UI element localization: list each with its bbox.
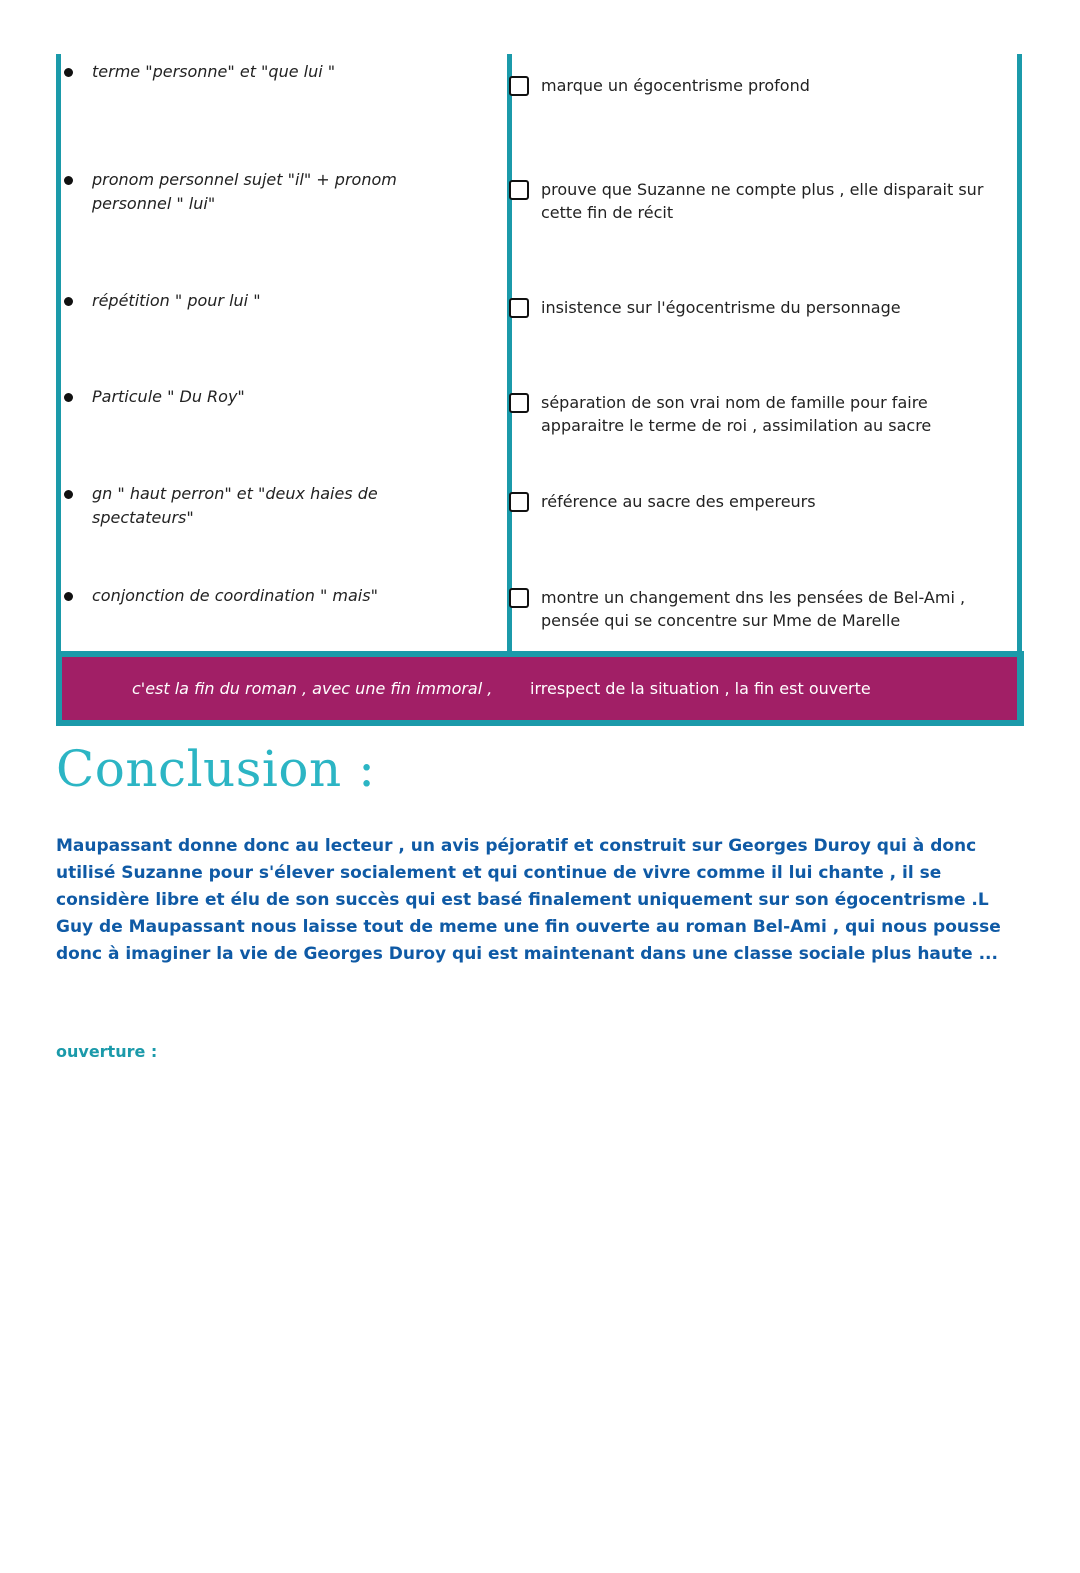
footer-left-text: c'est la fin du roman , avec une fin immoral , (132, 679, 493, 698)
bullet-icon (64, 68, 73, 77)
table-row-term: pronom personnel sujet "il" + pronom personnel " lui" (92, 168, 422, 216)
bullet-icon (64, 297, 73, 306)
checkbox-icon[interactable] (509, 588, 529, 608)
table-row-meaning: prouve que Suzanne ne compte plus , elle disparait sur cette fin de récit (541, 178, 991, 224)
conclusion-paragraph: Maupassant donne donc au lecteur , un avis péjoratif et construit sur Georges Duroy qui à donc utilisé Suzanne pour s'élever socialement et qui continue de vivre comme il lui chante , il se considère libre et élu de son succès qui est basé finalement uniquement sur son égocentrisme .L Guy de Maupassant nous laisse tout de meme une fin ouverte au roman Bel-Ami , qui nous pousse donc à imaginer la vie de Georges Duroy qui est maintenant dans une classe sociale plus haute ... (56, 836, 1001, 964)
table-footer-inner (62, 657, 1017, 720)
table-row-meaning: marque un égocentrisme profond (541, 74, 991, 97)
table-footer-band (56, 651, 1024, 726)
table-middle-divider (507, 54, 512, 654)
checkbox-icon[interactable] (509, 180, 529, 200)
analysis-table (56, 54, 1024, 726)
table-row-term: Particule " Du Roy" (92, 385, 422, 409)
checkbox-icon[interactable] (509, 492, 529, 512)
checkbox-icon[interactable] (509, 76, 529, 96)
footer-right-text: irrespect de la situation , la fin est ouverte (530, 679, 871, 698)
checkbox-icon[interactable] (509, 298, 529, 318)
bullet-icon (64, 393, 73, 402)
table-row-term: répétition " pour lui " (92, 289, 422, 313)
table-right-border (1017, 54, 1022, 654)
checkbox-icon[interactable] (509, 393, 529, 413)
bullet-icon (64, 490, 73, 499)
table-row-term: gn " haut perron" et "deux haies de spectateurs" (92, 482, 422, 530)
table-row-term: terme "personne" et "que lui " (92, 60, 422, 84)
bullet-icon (64, 176, 73, 185)
table-row-meaning: séparation de son vrai nom de famille pour faire apparaitre le terme de roi , assimilation au sacre (541, 391, 991, 437)
bullet-icon (64, 592, 73, 601)
table-row-term: conjonction de coordination " mais" (92, 584, 422, 608)
conclusion-title: Conclusion : (56, 740, 376, 798)
table-row-meaning: insistence sur l'égocentrisme du personnage (541, 296, 991, 319)
table-row-meaning: montre un changement dns les pensées de Bel-Ami , pensée qui se concentre sur Mme de Marelle (541, 586, 991, 632)
table-left-border (56, 54, 61, 654)
ouverture-label: ouverture : (56, 1042, 158, 1061)
table-row-meaning: référence au sacre des empereurs (541, 490, 991, 513)
